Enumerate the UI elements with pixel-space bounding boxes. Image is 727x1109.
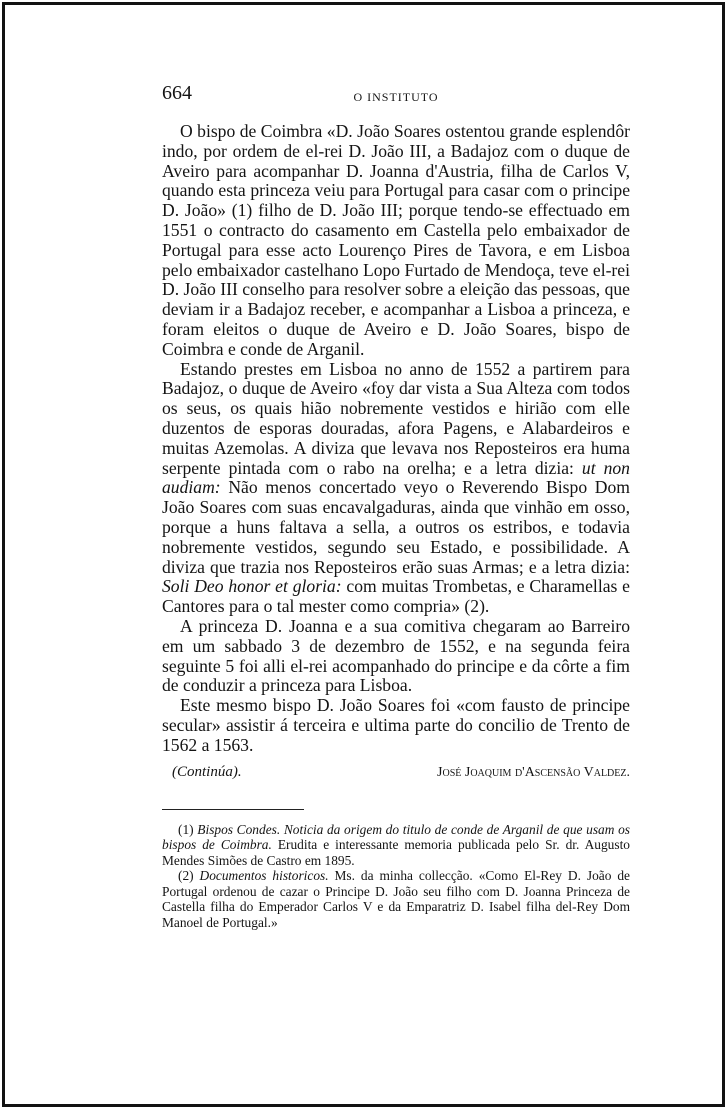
italic-text: Documentos historicos. bbox=[199, 868, 329, 884]
italic-text: Bispos Condes. Noticia da origem do titulo de conde de Arganil de que usam os bispos de Coimbra. bbox=[162, 821, 630, 853]
text-run: (2) bbox=[178, 868, 200, 884]
author-signature: José Joaquim d'Ascensão Valdez. bbox=[437, 764, 630, 780]
text-run: A princeza D. Joanna e a sua comitiva chegaram ao Barreiro em um sabbado 3 de dezembro de 1552, e na segunda feira seguinte 5 foi alli el-rei acompanhado do principe e da côrte a fim de conduzir a princeza para Lisboa. bbox=[162, 615, 630, 696]
page-number: 664 bbox=[162, 82, 192, 104]
text-run: Ms. da minha collecção. «Como El-Rey D. João de Portugal ordenou de cazar o Principe D. João seu filho com D. Joanna Princeza de Castella filha do Emperador Carlos V e da Emparatriz D. Isabel filha del-Rey Dom Manoel de Portugal.» bbox=[162, 868, 630, 931]
paragraph bbox=[162, 360, 630, 617]
book-page bbox=[162, 78, 630, 931]
text-run: O bispo de Coimbra «D. João Soares ostentou grande esplendôr indo, por ordem de el-rei D. João III, a Badajoz com o duque de Aveiro para acompanhar D. Joanna d'Austria, filha de Carlos V, quando esta princeza veiu para Portugal para casar com o principe D. João» (1) filho de D. João III; porque tendo-se effectuado em 1551 o contracto do casamento em Castella pelo embaixador de Portugal para esse acto Lourenço Pires de Tavora, e em Lisboa pelo embaixador castelhano Lopo Furtado de Mendoça, teve el-rei D. João III conselho para resolver sobre a eleição das pessoas, que deviam ir a Badajoz receber, e acompanhar a Lisboa a princeza, e foram eleitos o duque de Aveiro e D. João Soares, bispo de Coimbra e conde de Arganil. bbox=[162, 121, 630, 359]
italic-text: Soli Deo honor et gloria: bbox=[162, 576, 342, 597]
paragraph bbox=[162, 122, 630, 360]
text-run: Estando prestes em Lisboa no anno de 1552 a partirem para Badajoz, o duque de Aveiro «foy dar vista a Sua Alteza com todos os seus, os quais hião nobremente vestidos e hirião com elle duzentos de esporas douradas, afora Pagens, e Alabardeiros e muitas Azemolas. A diviza que levava nos Reposteiros era huma serpente pintada com o rabo na orelha; e a letra dizia: bbox=[162, 358, 630, 478]
continua-note: (Continúa). bbox=[172, 763, 242, 780]
running-head: O INSTITUTO bbox=[353, 90, 439, 104]
signature-line bbox=[162, 764, 630, 781]
italic-text: ut non audiam: bbox=[162, 457, 630, 498]
footnote bbox=[162, 868, 630, 930]
text-run: com muitas Trombetas, e Charamellas e Cantores para o tal mester como compria» (2). bbox=[162, 576, 630, 617]
page-header bbox=[162, 78, 630, 110]
footnote-divider bbox=[162, 809, 304, 810]
text-run: Não menos concertado veyo o Reverendo Bispo Dom João Soares com suas encavalgaduras, ainda que vinhão em osso, porque a huns faltava a sella, a outros os estribos, e todavia nobremente vestidos, segundo seu Estado, e possibilidade. A diviza que trazia nos Reposteiros erão suas Armas; e a letra dizia: bbox=[162, 477, 630, 577]
paragraph bbox=[162, 617, 630, 696]
footnote bbox=[162, 822, 630, 869]
paragraph bbox=[162, 696, 630, 755]
text-run: Erudita e interessante memoria publicada pelo Sr. dr. Augusto Mendes Simões de Castro em 1895. bbox=[162, 837, 630, 868]
footnotes bbox=[162, 822, 630, 931]
text-run: (1) bbox=[178, 821, 198, 837]
text-run: Este mesmo bispo D. João Soares foi «com fausto de principe secular» assistir á terceira e ultima parte do concilio de Trento de 1562 a 1563. bbox=[162, 695, 630, 755]
body-text bbox=[162, 122, 630, 756]
